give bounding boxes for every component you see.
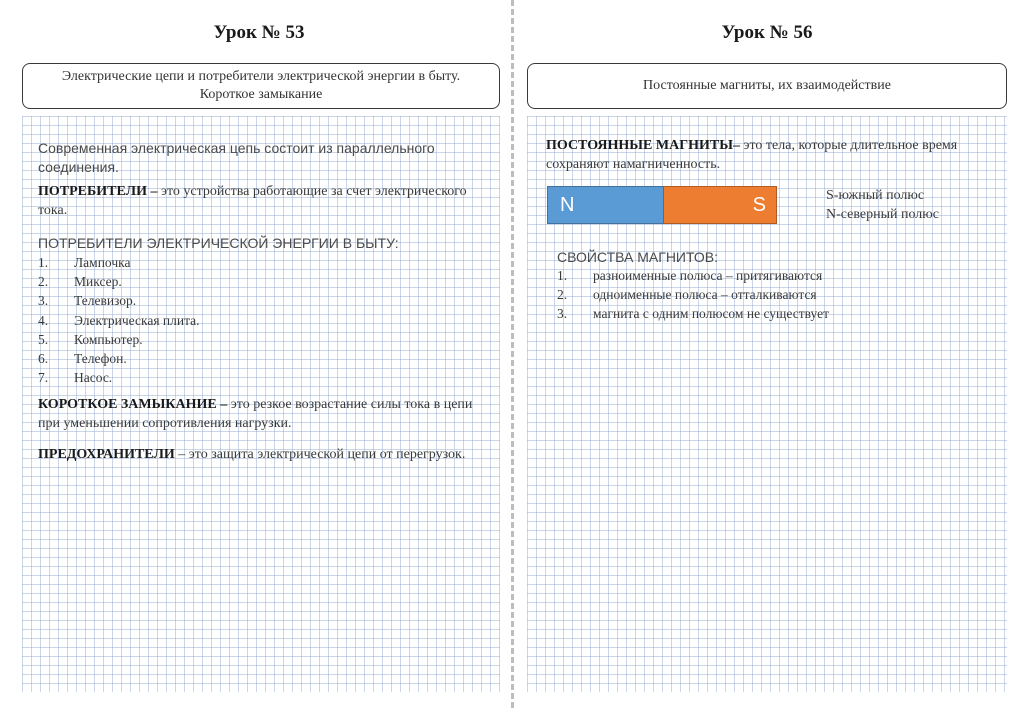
list-item-text: Лампочка	[74, 255, 131, 270]
short-circuit-def: это резкое возрастание силы тока в цепи при уменьшении сопротивления нагрузки.	[38, 397, 473, 431]
legend-north: N-северный полюс	[826, 207, 939, 222]
list-item	[38, 311, 438, 330]
list-item	[38, 291, 438, 310]
list-item-text: магнита с одним полюсом не существует	[593, 306, 829, 322]
list-item-number: 2.	[557, 287, 568, 303]
list-item-text: Телевизор.	[74, 293, 137, 309]
bar-magnet	[547, 186, 777, 224]
list-item-number: 5.	[38, 331, 49, 347]
intro-text: Современная электрическая цепь состоит из параллельного соединения.	[38, 140, 435, 175]
legend-south: S-южный полюс	[826, 188, 925, 203]
list-item-text: разноименные полюса – притягиваются	[593, 268, 823, 283]
north-pole-label: N	[560, 193, 575, 216]
properties-list	[557, 266, 957, 324]
lesson-53-topic: Электрические цепи и потребители электрической энергии в быту. Короткое замыкание	[22, 63, 500, 109]
list-item	[38, 368, 438, 387]
list-item-text: Телефон.	[74, 351, 127, 367]
fuse-definition	[38, 446, 478, 465]
list-item	[38, 330, 438, 349]
list-item-number: 2.	[38, 274, 49, 290]
list-item-text: Компьютер.	[74, 331, 143, 347]
consumers-list	[38, 253, 438, 387]
list-item	[38, 253, 438, 272]
list-item	[557, 304, 957, 323]
fuse-def: – это защита электрической цепи от перегрузок.	[174, 447, 466, 462]
south-pole-label: S	[752, 193, 766, 216]
page-divider	[511, 0, 514, 708]
lesson-53-title: Урок № 53	[213, 22, 305, 43]
list-item-number: 1.	[557, 268, 568, 283]
list-item-number: 1.	[38, 255, 49, 270]
consumers-list-heading: ПОТРЕБИТЕЛИ ЭЛЕКТРИЧЕСКОЙ ЭНЕРГИИ В БЫТУ:	[38, 235, 399, 251]
list-item-number: 4.	[38, 312, 49, 328]
short-circuit-definition	[38, 396, 488, 433]
north-pole	[547, 186, 664, 224]
magnets-def: это тела, которые длительное время сохраняют намагниченность.	[546, 138, 958, 172]
list-item-number: 3.	[557, 306, 568, 322]
consumers-term: ПОТРЕБИТЕЛИ –	[38, 184, 158, 199]
lesson-56-title: Урок № 56	[721, 22, 813, 43]
south-pole	[664, 186, 778, 224]
lesson-56-topic: Постоянные магниты, их взаимодействие	[527, 63, 1007, 109]
list-item-number: 3.	[38, 293, 49, 309]
list-item	[557, 285, 957, 304]
list-item	[557, 266, 957, 285]
consumers-def: это устройства работающие за счет электрического тока.	[38, 184, 467, 218]
list-item	[38, 349, 438, 368]
magnets-definition	[546, 137, 986, 174]
list-item	[38, 272, 438, 291]
list-item-text: Электрическая плита.	[74, 312, 200, 328]
consumers-definition	[38, 183, 468, 220]
properties-heading: СВОЙСТВА МАГНИТОВ:	[557, 249, 719, 265]
short-circuit-term: КОРОТКОЕ ЗАМЫКАНИЕ –	[38, 397, 228, 412]
list-item-number: 6.	[38, 351, 49, 367]
list-item-text: Насос.	[74, 370, 113, 386]
fuse-term: ПРЕДОХРАНИТЕЛИ	[38, 447, 175, 462]
list-item-text: одноименные полюса – отталкиваются	[593, 287, 817, 303]
list-item-number: 7.	[38, 370, 49, 386]
list-item-text: Миксер.	[74, 274, 122, 290]
magnets-term: ПОСТОЯННЫЕ МАГНИТЫ–	[546, 138, 740, 153]
